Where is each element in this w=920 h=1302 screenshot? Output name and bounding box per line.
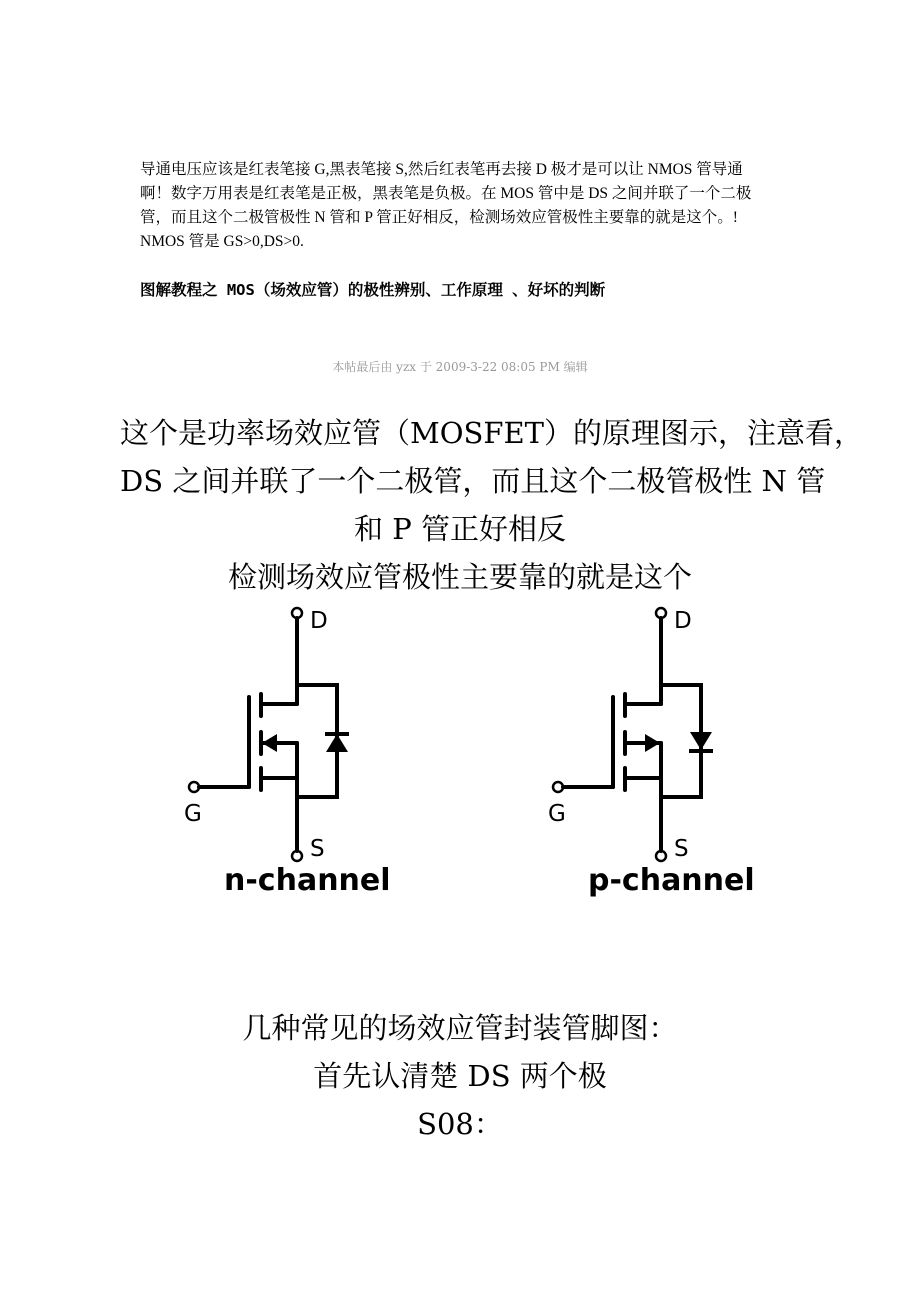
drain-label: D — [310, 608, 328, 634]
gate-label: G — [184, 801, 202, 827]
body-line: S08： — [417, 1107, 503, 1141]
intro-line: 导通电压应该是红表笔接 G,黑表笔接 S,然后红表笔再去接 D 极才是可以让 NMOS 管导通 — [140, 161, 743, 178]
p-channel-caption: p-channel — [588, 863, 755, 898]
body-diode-path — [297, 685, 337, 797]
body-line: DS 之间并联了一个二极管，而且这个二极管极性 N 管 — [120, 464, 826, 498]
intro-line: 管，而且这个二极管极性 N 管和 P 管正好相反，检测场效应管极性主要靠的就是这个。! — [140, 209, 738, 226]
source-label: S — [310, 836, 325, 862]
body-line: 检测场效应管极性主要靠的就是这个 — [227, 560, 692, 594]
body-line: 这个是功率场效应管（MOSFET）的原理图示，注意看， — [120, 416, 863, 450]
article-title: 图解教程之 MOS（场效应管）的极性辨别、工作原理 、好坏的判断 — [140, 281, 606, 299]
diode-triangle-icon — [690, 732, 712, 750]
n-channel-mosfet-diagram — [176, 600, 426, 910]
intro-line: NMOS 管是 GS>0,DS>0. — [140, 233, 304, 250]
n-channel-caption: n-channel — [224, 863, 391, 898]
body-line: 和 P 管正好相反 — [354, 512, 566, 546]
edit-note: 本帖最后由 yzx 于 2009-3-22 08:05 PM 编辑 — [332, 360, 588, 374]
intro-paragraph — [140, 158, 790, 254]
drain-label: D — [674, 608, 692, 634]
body-arrow-icon — [262, 734, 277, 752]
body-diode-path — [661, 685, 701, 797]
intro-line: 啊！数字万用表是红表笔是正极，黑表笔是负极。在 MOS 管中是 DS 之间并联了一个二极 — [140, 185, 752, 202]
gate-label: G — [548, 801, 566, 827]
body-arrow-icon — [645, 734, 660, 752]
source-label: S — [674, 836, 689, 862]
body-line: 几种常见的场效应管封装管脚图： — [242, 1011, 678, 1045]
diode-triangle-icon — [326, 734, 348, 752]
body-line: 首先认清楚 DS 两个极 — [313, 1059, 607, 1093]
p-channel-mosfet-diagram — [540, 600, 790, 910]
